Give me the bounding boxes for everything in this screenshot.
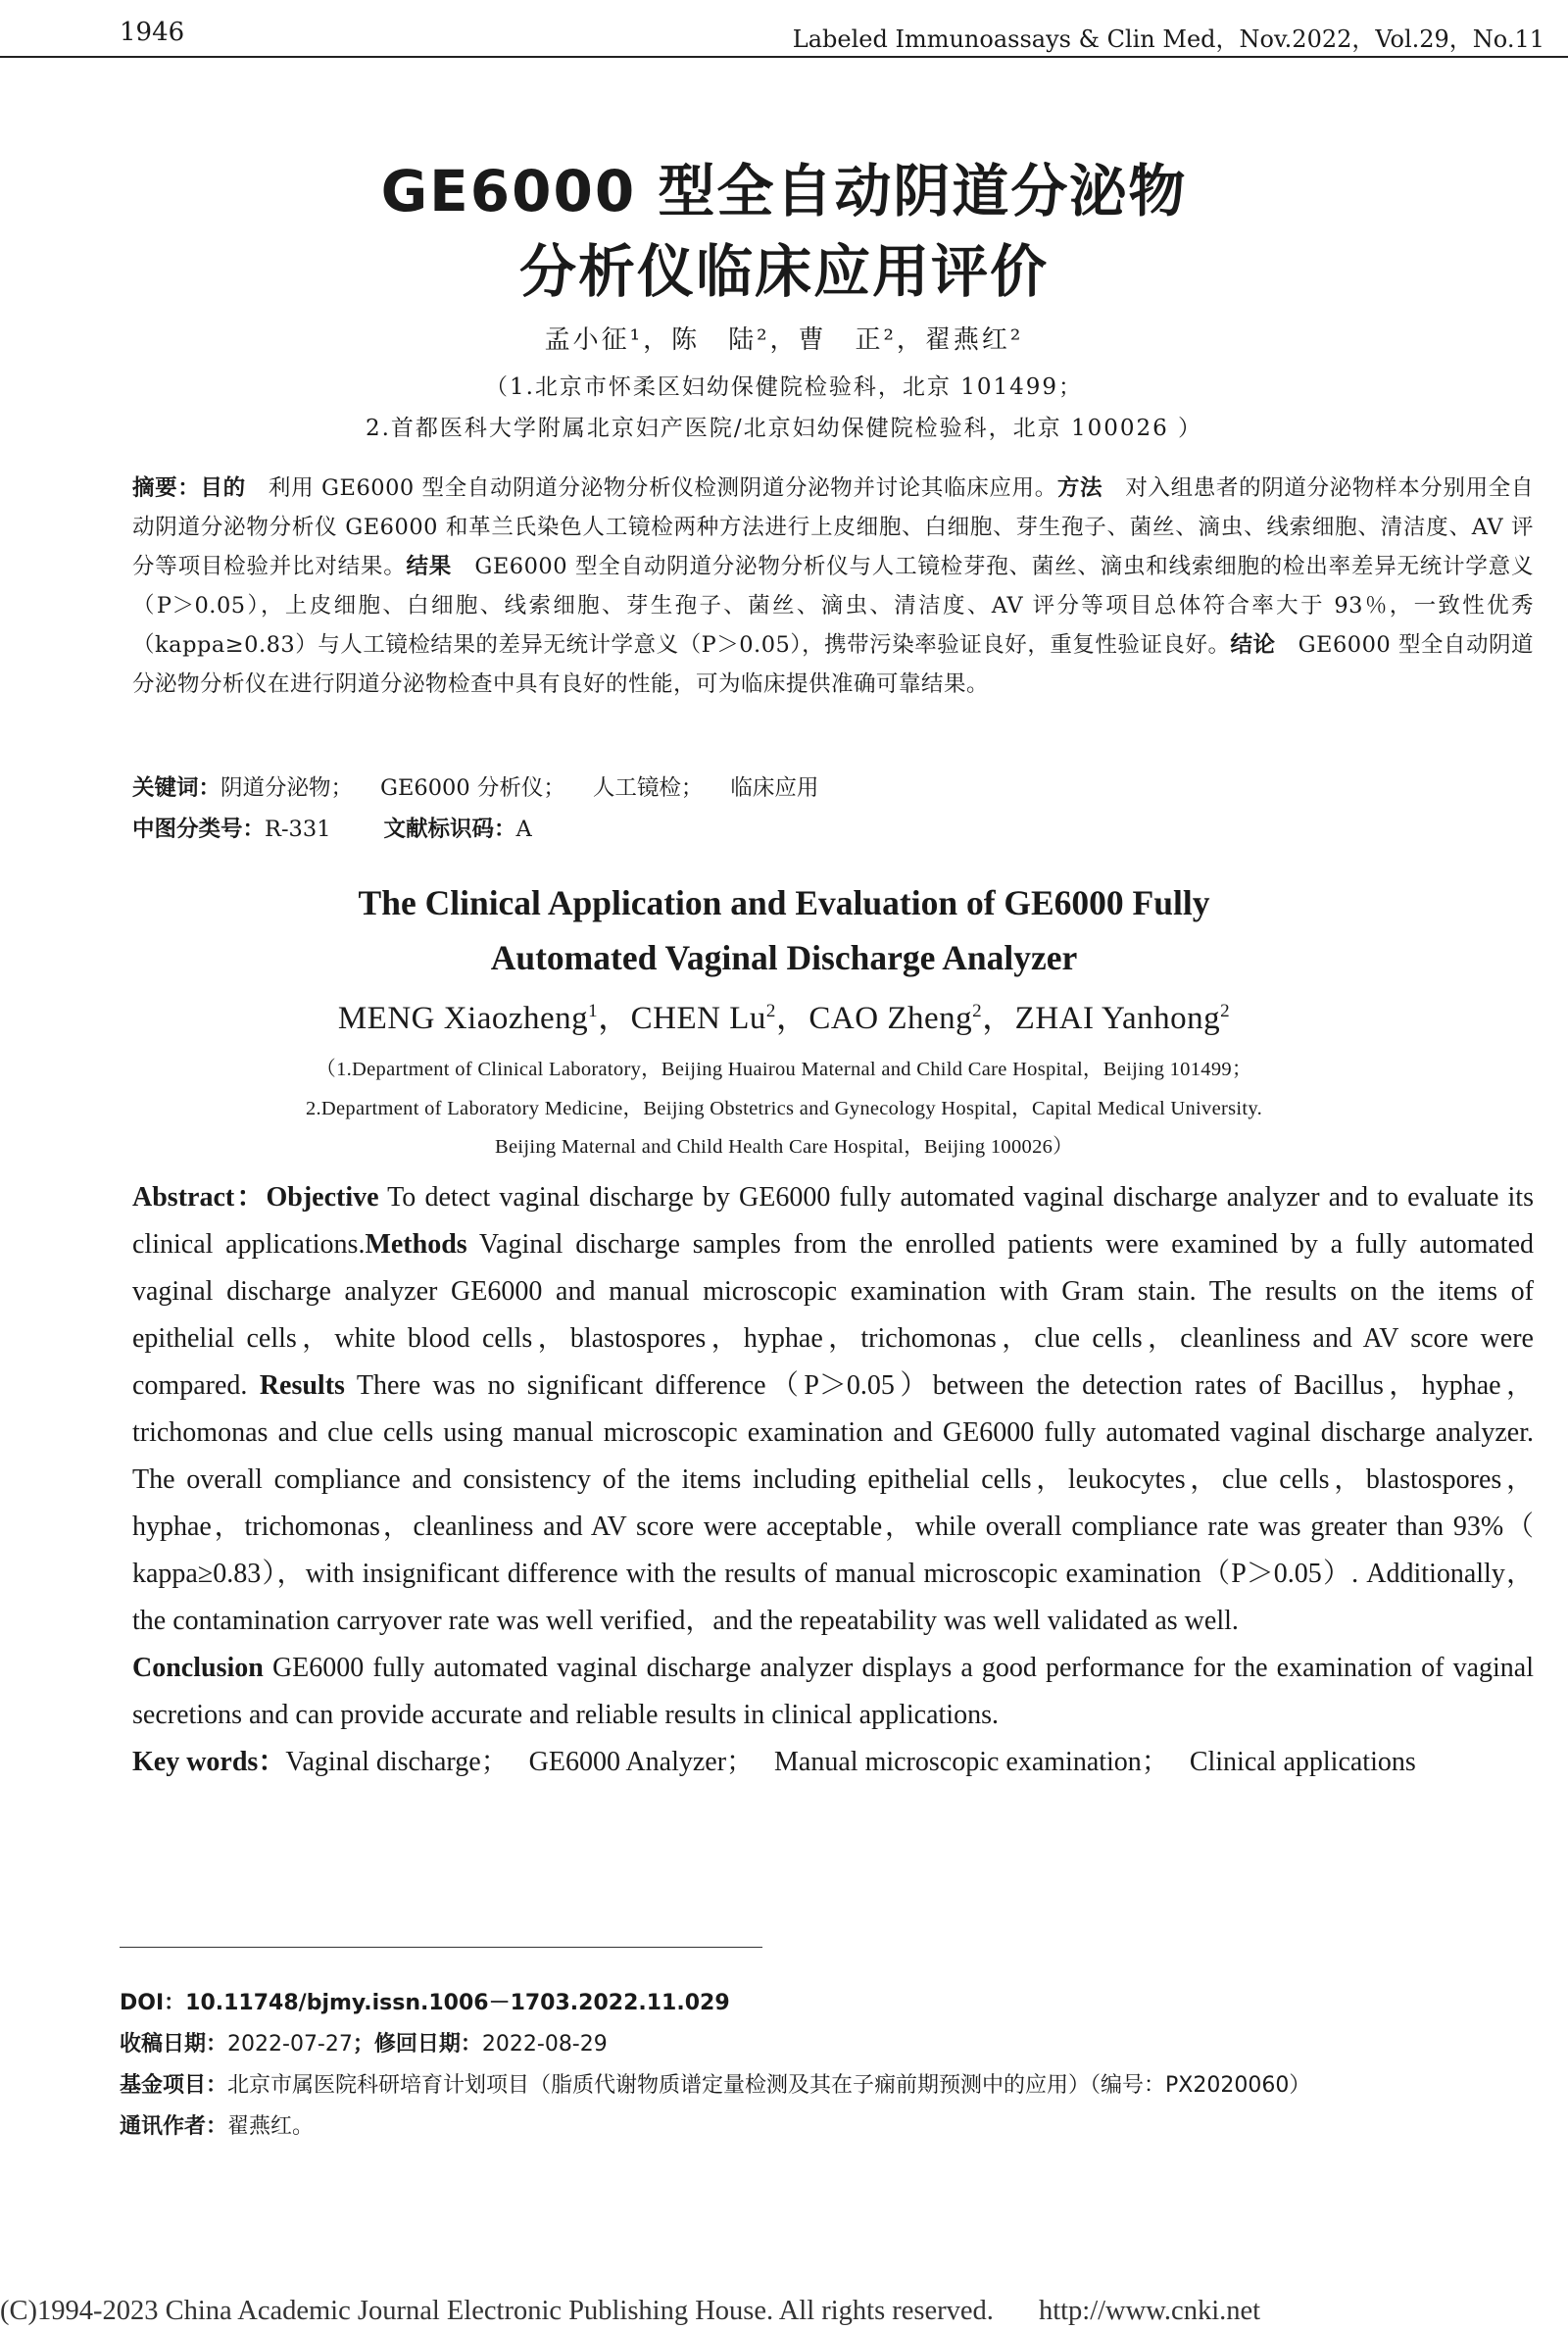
title-cn-line1: GE6000 型全自动阴道分泌物 [380, 158, 1188, 224]
clc-label: 中图分类号： [132, 817, 266, 842]
corresponding-author [120, 2109, 314, 2140]
author-en: CAO Zheng [808, 1001, 973, 1036]
author-sup: 2 [972, 1001, 983, 1021]
abstract-cn [132, 469, 1534, 704]
abstract-en-label: Abstract： [132, 1182, 267, 1213]
keywords-en-label: Key words： [132, 1747, 286, 1777]
conclusion-en-label: Conclusion [132, 1653, 264, 1683]
conclusion-en-text: GE6000 fully automated vaginal discharge analyzer displays a good performance for the examination of vaginal secretions and can provide accurate and reliable results in clinical applications. [132, 1653, 1534, 1730]
author-en: MENG Xiaozheng [337, 1001, 589, 1036]
affiliation-en-2: 2.Department of Laboratory Medicine，Beijing Obstetrics and Gynecology Hospital，Capital Medical University. [305, 1098, 1263, 1119]
author-sup: 2 [1220, 1001, 1231, 1021]
results-en-text: There was no significant difference（P＞0.05）between the detection rates of Bacillus，hyphae，trichomonas and clue cells using manual microscopic examination and GE6000 fully automated vaginal discharge analyzer. The overall compliance and consistency of the items including epithelial cells，leukocytes，clue cells，blastospores，hyphae，trichomonas，cleanliness and AV score were acceptable，while overall compliance rate was greater than 93%（ kappa≥0.83），with insignificant difference with the results of manual microscopic examination（P＞0.05）. Additionally，the contamination carryover rate was well verified，and the repeatability was well validated as well. [132, 1370, 1534, 1636]
keyword-en: Manual microscopic examination； [774, 1747, 1169, 1777]
title-cn-line2: 分析仪临床应用评价 [518, 238, 1049, 305]
author-en: CHEN Lu [630, 1001, 766, 1036]
fund-label: 基金项目： [120, 2073, 228, 2098]
methods-cn-text: 对入组患者的阴道分泌物样本分别用全自动阴道分泌物分析仪 GE6000 和革兰氏染色人工镜检两种方法进行上皮细胞、白细胞、芽生孢子、菌丝、滴虫、线索细胞、清洁度、AV 评分等项目检验并比对结果。 [132, 475, 1534, 579]
running-head: Labeled Immunoassays & Clin Med，Nov.2022，Vol.29，No.11 [792, 25, 1544, 53]
keyword-en: GE6000 Analyzer； [528, 1747, 755, 1777]
objective-en-label: Objective [266, 1182, 379, 1213]
objective-cn-text: 利用 GE6000 型全自动阴道分泌物分析仪检测阴道分泌物并讨论其临床应用。 [245, 475, 1057, 501]
fund-text: 北京市属医院科研培育计划项目（脂质代谢物质谱定量检测及其在子痫前期预测中的应用）（编号：PX2020060） [227, 2073, 1311, 2098]
keywords-cn-label: 关键词： [132, 775, 221, 801]
fund [120, 2068, 1310, 2099]
revised-date: 2022-08-29 [481, 2032, 608, 2057]
objective-en-text: To detect vaginal discharge by GE6000 fully automated vaginal discharge analyzer and to evaluate its clinical applications. [132, 1182, 1534, 1260]
keyword-cn: 临床应用 [730, 775, 819, 801]
title-en-line2: Automated Vaginal Discharge Analyzer [490, 938, 1078, 977]
affiliation-cn-1: （1.北京市怀柔区妇幼保健院检验科，北京 101499； [484, 374, 1084, 400]
keywords-cn [132, 770, 818, 802]
methods-cn-label: 方法 [1056, 475, 1103, 501]
conclusion-cn-label: 结论 [1230, 632, 1276, 658]
revised-label: ；修回日期： [352, 2032, 482, 2057]
authors-cn: 孟小征¹，陈 陆²，曹 正²，翟燕红² [544, 325, 1024, 355]
keyword-cn: 人工镜检； [592, 775, 704, 801]
doi-text: DOI：10.11748/bjmy.issn.1006－1703.2022.11.029 [120, 1991, 730, 2015]
keyword-en: Vaginal discharge； [285, 1747, 509, 1777]
copyright-text: (C)1994-2023 China Academic Journal Electronic Publishing House. All rights reserved. [0, 2296, 994, 2326]
author-sup: 2 [765, 1001, 776, 1021]
abstract-cn-label: 摘要： [132, 475, 201, 501]
author-en: ZHAI Yanhong [1014, 1001, 1221, 1036]
objective-cn-label: 目的 [200, 475, 246, 501]
copyright-bar [0, 2296, 1260, 2327]
corr-name: 翟燕红。 [227, 2114, 315, 2139]
methods-en-text: Vaginal discharge samples from the enrolled patients were examined by a fully automated vaginal discharge analyzer GE6000 and manual microscopic examination with Gram stain. The results on the items of epithelial cells，white blood cells，blastospores，hyphae，trichomonas，clue cells，cleanliness and AV score were compared. [132, 1229, 1534, 1401]
doc-code-value: A [515, 817, 532, 842]
clc-value: R-331 [265, 817, 331, 842]
doi [120, 1986, 730, 2016]
title-en-line1: The Clinical Application and Evaluation of GE6000 Fully [358, 883, 1210, 922]
affiliation-cn-2: 2.首都医科大学附属北京妇产医院/北京妇幼保健院检验科，北京 100026 ） [365, 416, 1203, 441]
copyright-url[interactable]: http://www.cnki.net [1038, 2296, 1261, 2326]
conclusion-cn-text: GE6000 型全自动阴道分泌物分析仪在进行阴道分泌物检查中具有良好的性能，可为临床提供准确可靠结果。 [132, 632, 1534, 697]
keyword-cn: GE6000 分析仪； [380, 775, 565, 801]
results-en-label: Results [259, 1370, 345, 1401]
methods-en-label: Methods [365, 1229, 467, 1260]
page-number: 1946 [120, 18, 185, 47]
affiliation-en-1: （1.Department of Clinical Laboratory，Beijing Huairou Maternal and Child Care Hospital，Beijing 101499； [316, 1059, 1252, 1080]
abstract-en [132, 1174, 1534, 1786]
corr-label: 通讯作者： [120, 2114, 228, 2139]
header-rule [0, 56, 1568, 58]
keyword-cn: 阴道分泌物； [220, 775, 354, 801]
results-cn-label: 结果 [406, 554, 453, 579]
footnote-rule [120, 1947, 762, 1948]
doc-code-label: 文献标识码： [383, 817, 516, 842]
affiliation-en-3: Beijing Maternal and Child Health Care Hospital，Beijing 100026） [495, 1136, 1073, 1158]
classification [132, 812, 532, 843]
keyword-en: Clinical applications [1189, 1747, 1416, 1777]
authors-en: MENG Xiaozheng$^1$，CHEN Lu$^2$，CAO Zheng$^2$，ZHAI Yanhong$^2$ [337, 1001, 1231, 1036]
received-date: 2022-07-27 [227, 2032, 353, 2057]
results-cn-text: GE6000 型全自动阴道分泌物分析仪与人工镜检芽孢、菌丝、滴虫和线索细胞的检出率差异无统计学意义（P＞0.05），上皮细胞、白细胞、线索细胞、芽生孢子、菌丝、滴虫、清洁度、AV 评分等项目总体符合率大于 93％，一致性优秀（kappa≥0.83）与人工镜检结果的差异无统计学意义（P＞0.05），携带污染率验证良好，重复性验证良好。 [132, 554, 1534, 658]
received-label: 收稿日期： [120, 2032, 228, 2057]
dates [120, 2027, 608, 2057]
author-sup: 1 [588, 1001, 599, 1021]
